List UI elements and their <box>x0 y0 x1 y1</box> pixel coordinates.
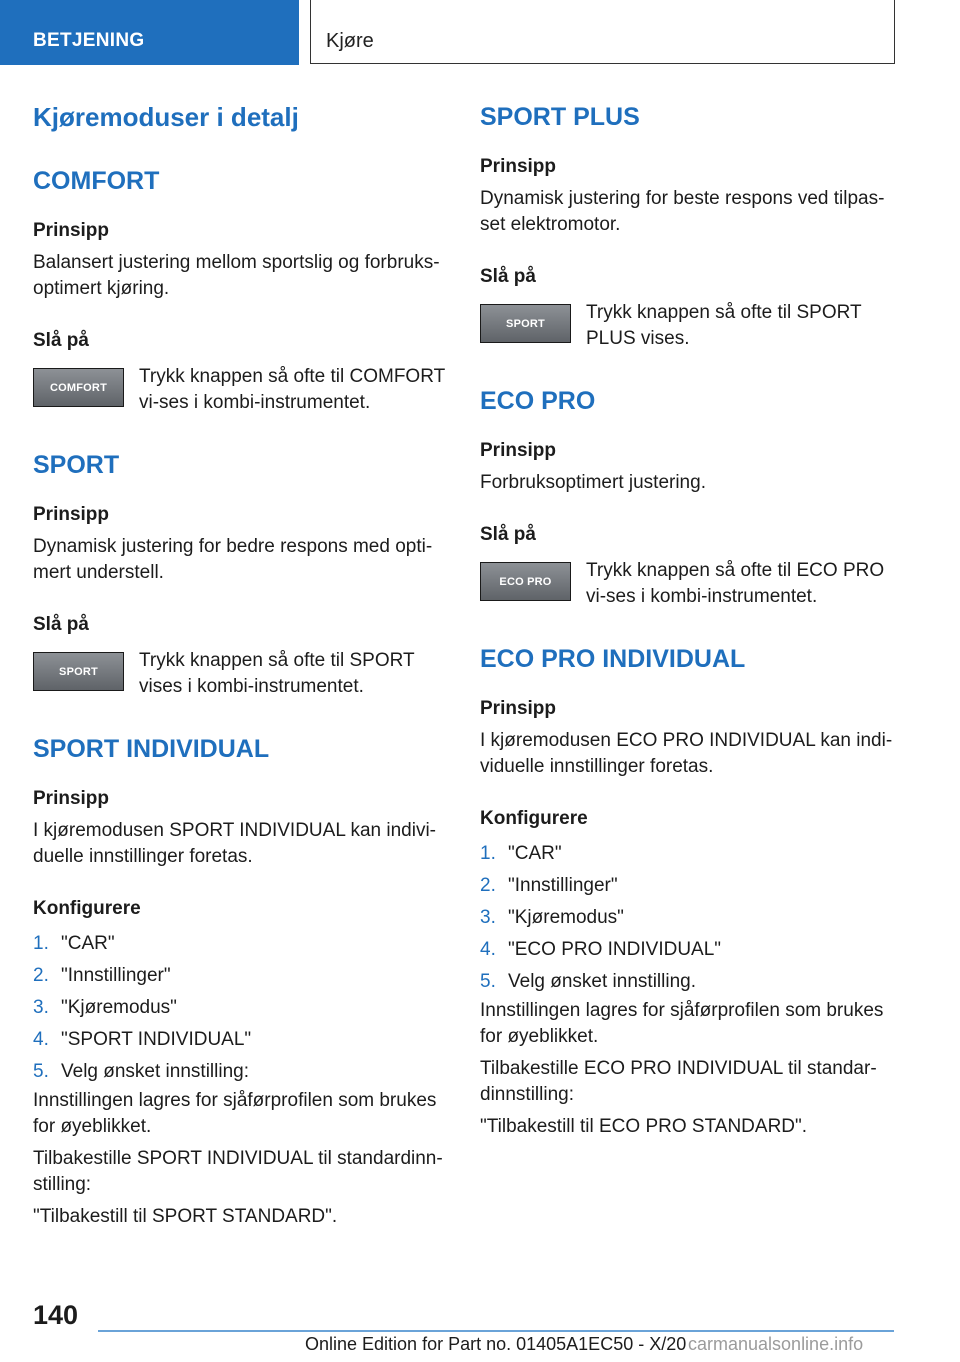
sport-individual-principle-text: I kjøremodusen SPORT INDIVIDUAL kan indivi-duelle innstillinger foretas. <box>33 820 437 867</box>
right-column <box>480 100 895 1140</box>
eco-pro-individual-note-3: "Tilbakestill til ECO PRO STANDARD". <box>480 1116 808 1137</box>
eco-pro-heading: ECO PRO <box>480 387 596 415</box>
sport-plus-switch-text: Trykk knappen så ofte til SPORT PLUS vises. <box>586 302 862 349</box>
page-title: Kjøremoduser i detalj <box>33 102 299 132</box>
list-item: 4. "SPORT INDIVIDUAL" <box>33 1029 252 1050</box>
eco-pro-switch-row <box>480 558 895 610</box>
comfort-switch-row <box>33 364 448 416</box>
eco-pro-individual-principle-text: I kjøremodusen ECO PRO INDIVIDUAL kan indi-viduelle innstillinger foretas. <box>480 730 893 777</box>
sport-individual-heading: SPORT INDIVIDUAL <box>33 735 270 763</box>
watermark: carmanualsonline.info <box>688 1334 864 1354</box>
sport-switch-text: Trykk knappen så ofte til SPORT vises i kombi-instrumentet. <box>139 650 415 697</box>
sport-switch-heading: Slå på <box>33 614 89 635</box>
left-column <box>33 100 448 1230</box>
eco-pro-switch-text: Trykk knappen så ofte til ECO PRO vi-ses i kombi-instrumentet. <box>586 560 885 607</box>
list-item: 5. Velg ønsket innstilling: <box>33 1061 249 1082</box>
sport-plus-switch-row <box>480 300 895 352</box>
eco-pro-individual-note-2: Tilbakestille ECO PRO INDIVIDUAL til standar-dinnstilling: <box>480 1058 877 1105</box>
comfort-button-image: COMFORT <box>33 368 124 407</box>
eco-pro-switch-heading: Slå på <box>480 524 536 545</box>
footer-divider <box>98 1330 894 1332</box>
sport-principle-heading: Prinsipp <box>33 504 110 525</box>
list-item: 1. "CAR" <box>33 933 115 954</box>
list-item: 2. "Innstillinger" <box>33 965 171 986</box>
comfort-principle-text: Balansert justering mellom sportslig og forbruks-optimert kjøring. <box>33 252 440 299</box>
sport-plus-principle-text: Dynamisk justering for beste respons ved tilpas-set elektromotor. <box>480 188 885 235</box>
page-number: 140 <box>33 1300 79 1330</box>
sport-individual-note-1: Innstillingen lagres for sjåførprofilen som brukes for øyeblikket. <box>33 1090 437 1137</box>
eco-pro-individual-principle-heading: Prinsipp <box>480 698 557 719</box>
header-section-label: BETJENING <box>33 30 145 51</box>
comfort-switch-text: Trykk knappen så ofte til COMFORT vi-ses i kombi-instrumentet. <box>139 366 445 413</box>
sport-individual-note-2: Tilbakestille SPORT INDIVIDUAL til standardinn-stilling: <box>33 1148 443 1195</box>
sport-heading: SPORT <box>33 451 120 479</box>
header-section-tab <box>0 0 299 65</box>
eco-pro-principle-heading: Prinsipp <box>480 440 557 461</box>
sport-plus-switch-heading: Slå på <box>480 266 536 287</box>
sport-principle-text: Dynamisk justering for bedre respons med opti-mert understell. <box>33 536 433 583</box>
list-item: 3. "Kjøremodus" <box>480 907 624 928</box>
sport-individual-steps <box>33 928 448 1088</box>
sport-individual-principle-heading: Prinsipp <box>33 788 110 809</box>
sport-plus-button-image: SPORT <box>480 304 571 343</box>
eco-pro-individual-heading: ECO PRO INDIVIDUAL <box>480 645 746 673</box>
list-item: 5. Velg ønsket innstilling. <box>480 971 696 992</box>
comfort-principle-heading: Prinsipp <box>33 220 110 241</box>
comfort-heading: COMFORT <box>33 167 160 195</box>
sport-switch-row <box>33 648 448 700</box>
eco-pro-principle-text: Forbruksoptimert justering. <box>480 472 706 493</box>
list-item: 2. "Innstillinger" <box>480 875 618 896</box>
list-item: 4. "ECO PRO INDIVIDUAL" <box>480 939 722 960</box>
list-item: 1. "CAR" <box>480 843 562 864</box>
footer-edition: Online Edition for Part no. 01405A1EC50 - X/20 <box>305 1334 687 1354</box>
sport-individual-configure-heading: Konfigurere <box>33 898 141 919</box>
eco-pro-button-image: ECO PRO <box>480 562 571 601</box>
header-chapter-tab <box>310 0 895 64</box>
sport-plus-principle-heading: Prinsipp <box>480 156 557 177</box>
sport-individual-note-3: "Tilbakestill til SPORT STANDARD". <box>33 1206 338 1227</box>
sport-plus-heading: SPORT PLUS <box>480 103 640 131</box>
list-item: 3. "Kjøremodus" <box>33 997 177 1018</box>
sport-button-image: SPORT <box>33 652 124 691</box>
eco-pro-individual-configure-heading: Konfigurere <box>480 808 588 829</box>
comfort-switch-heading: Slå på <box>33 330 89 351</box>
eco-pro-individual-steps <box>480 838 895 998</box>
header-chapter-label: Kjøre <box>326 30 374 52</box>
eco-pro-individual-note-1: Innstillingen lagres for sjåførprofilen som brukes for øyeblikket. <box>480 1000 884 1047</box>
